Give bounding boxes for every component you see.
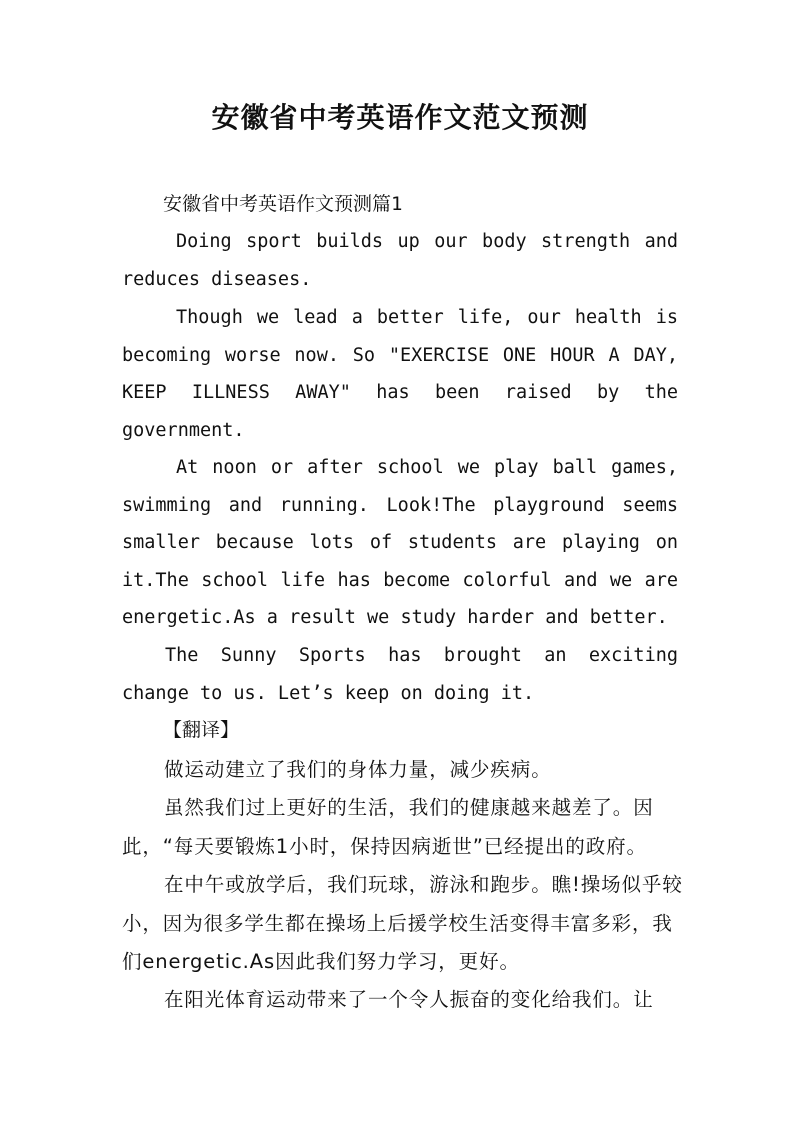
chinese-paragraph-2: 虽然我们过上更好的生活，我们的健康越来越差了。因此，“每天要锻炼1小时，保持因病逝世”已经提出的政府。 bbox=[122, 796, 654, 858]
chinese-paragraph-1: 做运动建立了我们的身体力量，减少疾病。 bbox=[164, 758, 552, 781]
english-paragraph-4: The Sunny Sports has brought an exciting change to us. Let’s keep on doing it. bbox=[122, 645, 678, 704]
english-paragraph-1: Doing sport builds up our body strength and reduces diseases. bbox=[122, 231, 678, 290]
chinese-paragraph-3: 在中午或放学后，我们玩球，游泳和跑步。瞧!操场似乎较小，因为很多学生都在操场上后援学校生活变得丰富多彩，我们energetic.As因此我们努力学习，更好。 bbox=[122, 873, 683, 973]
section-heading: 安徽省中考英语作文预测篇1 bbox=[163, 193, 403, 215]
english-paragraph-3: At noon or after school we play ball games, swimming and running. Look!The playground seems smaller because lots of students are playing on it.The school life has become colorful and we are energetic.As a result we study harder and better. bbox=[122, 457, 678, 628]
translation-label: 【翻译】 bbox=[163, 719, 240, 741]
document-title: 安徽省中考英语作文范文预测 bbox=[211, 101, 589, 134]
english-paragraph-2: Though we lead a better life, our health is becoming worse now. So "EXERCISE ONE HOUR A DAY, KEEP ILLNESS AWAY" has been raised by the government. bbox=[122, 307, 678, 441]
chinese-paragraph-4: 在阳光体育运动带来了一个令人振奋的变化给我们。让 bbox=[164, 988, 654, 1011]
